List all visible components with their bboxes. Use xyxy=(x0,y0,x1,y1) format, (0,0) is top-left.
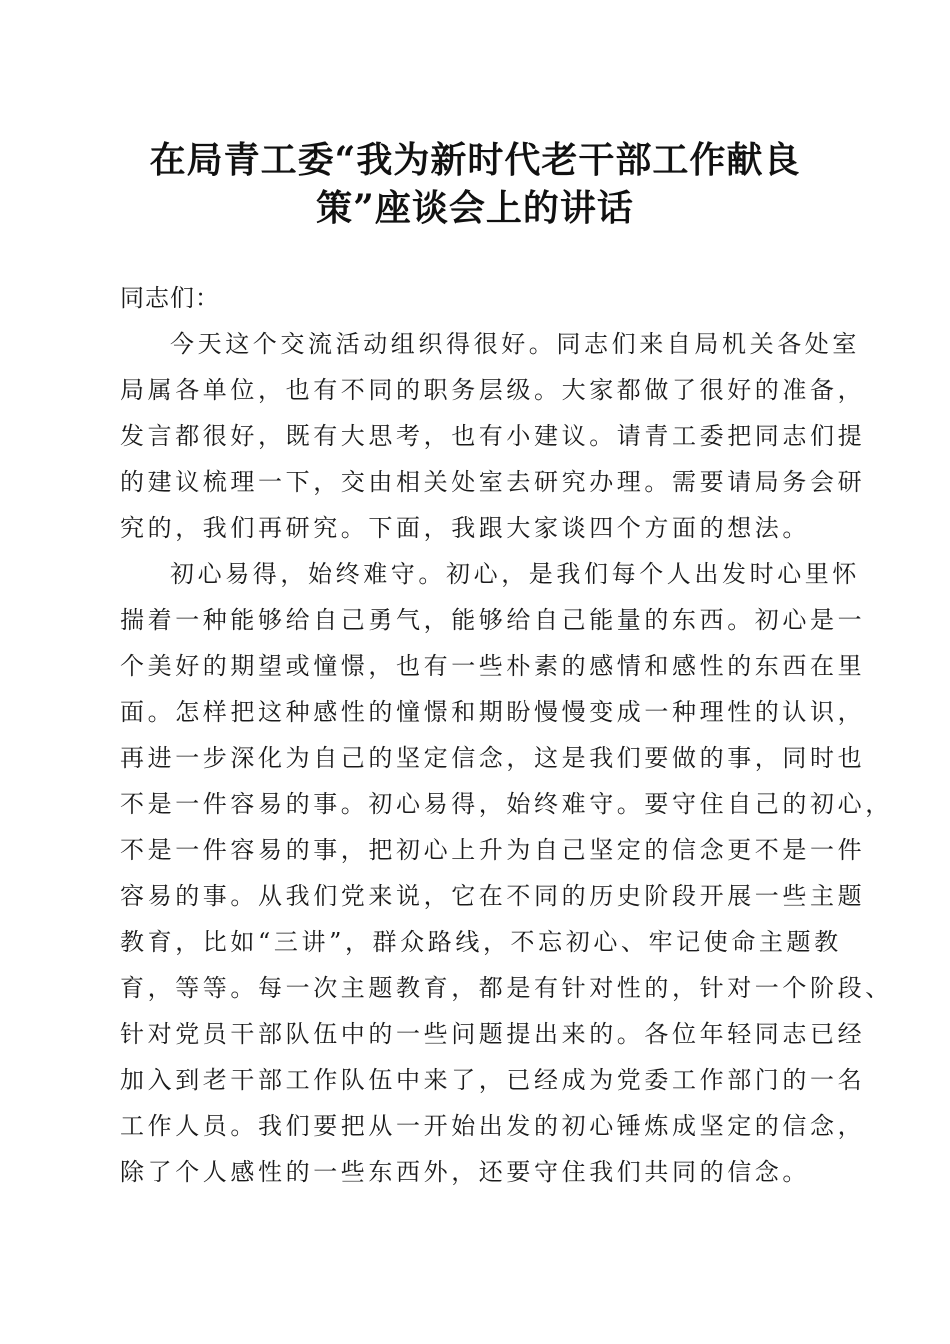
title-line-1: 在局青工委“我为新时代老干部工作献良 xyxy=(149,139,801,181)
paragraph-2 xyxy=(120,551,893,1195)
paragraph-line: 针对党员干部队伍中的一些问题提出来的。各位年轻同志已经 xyxy=(120,1020,866,1048)
paragraph-line: 发言都很好，既有大思考，也有小建议。请青工委把同志们提 xyxy=(120,422,866,450)
title-line-2: 策”座谈会上的讲话 xyxy=(316,187,634,229)
document-body xyxy=(120,275,893,1195)
paragraph-line: 工作人员。我们要把从一开始出发的初心锤炼成坚定的信念， xyxy=(120,1112,866,1140)
paragraph-line: 面。怎样把这种感性的憧憬和期盼慢慢变成一种理性的认识， xyxy=(120,698,866,726)
paragraph-line: 初心易得，始终难守。初心，是我们每个人出发时心里怀 xyxy=(170,560,860,588)
paragraph-line: 究的，我们再研究。下面，我跟大家谈四个方面的想法。 xyxy=(120,514,810,542)
paragraph-line: 容易的事。从我们党来说，它在不同的历史阶段开展一些主题 xyxy=(120,882,866,910)
paragraph-line: 不是一件容易的事，把初心上升为自己坚定的信念更不是一件 xyxy=(120,836,866,864)
document-title xyxy=(100,136,850,232)
paragraph-line: 今天这个交流活动组织得很好。同志们来自局机关各处室 xyxy=(170,330,860,358)
paragraph-1 xyxy=(120,321,866,551)
paragraph-line: 再进一步深化为自己的坚定信念，这是我们要做的事，同时也 xyxy=(120,744,866,772)
paragraph-line: 不是一件容易的事。初心易得，始终难守。要守住自己的初心， xyxy=(120,790,893,818)
paragraph-line: 揣着一种能够给自己勇气，能够给自己能量的东西。初心是一 xyxy=(120,606,866,634)
paragraph-line: 个美好的期望或憧憬，也有一些朴素的感情和感性的东西在里 xyxy=(120,652,866,680)
greeting: 同志们： xyxy=(120,284,220,312)
paragraph-line: 局属各单位，也有不同的职务层级。大家都做了很好的准备， xyxy=(120,376,866,404)
paragraph-line: 的建议梳理一下，交由相关处室去研究办理。需要请局务会研 xyxy=(120,468,866,496)
paragraph-line: 加入到老干部工作队伍中来了，已经成为党委工作部门的一名 xyxy=(120,1066,866,1094)
paragraph-line: 教育，比如“三讲”，群众路线，不忘初心、牢记使命主题教 xyxy=(120,928,842,956)
paragraph-line: 育，等等。每一次主题教育，都是有针对性的，针对一个阶段、 xyxy=(120,974,893,1002)
paragraph-line: 除了个人感性的一些东西外，还要守住我们共同的信念。 xyxy=(120,1158,810,1186)
